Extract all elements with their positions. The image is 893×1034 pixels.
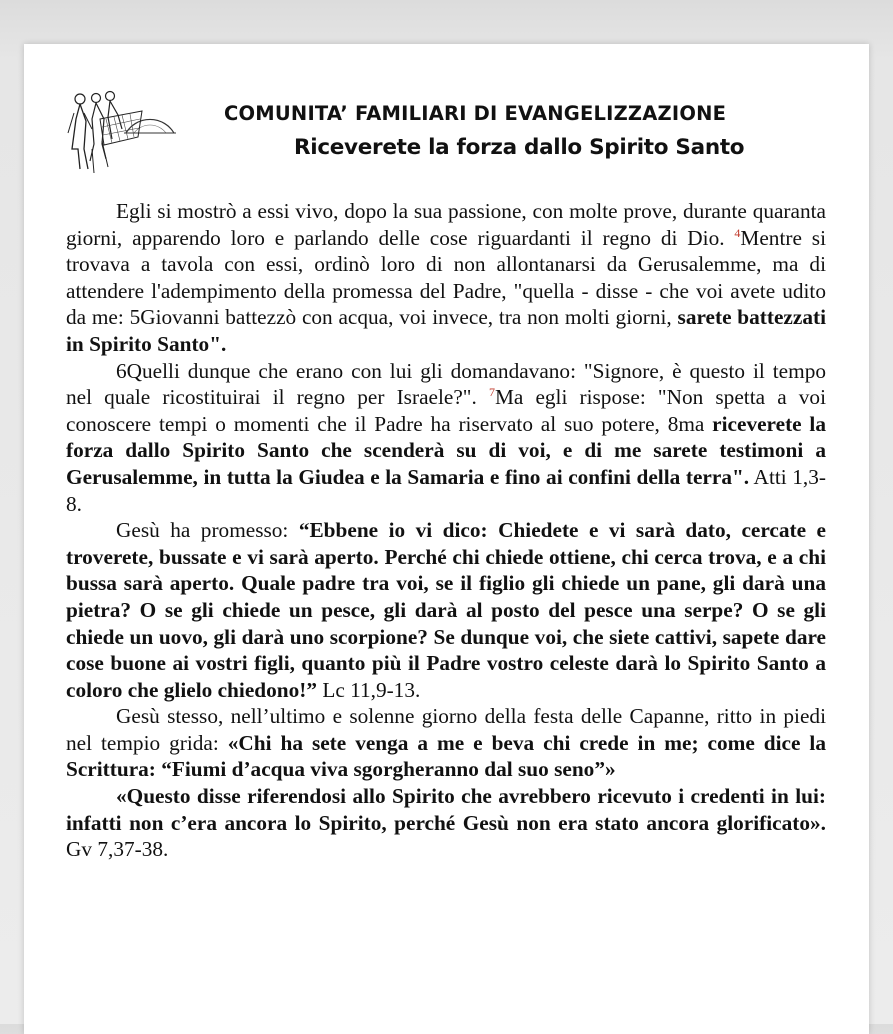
text-run: Egli si mostrò a essi vivo, dopo la sua passione, con molte prove, durante quaranta giorni, apparendo loro e parlando delle cose riguardanti il regno di Dio.	[66, 199, 826, 250]
paragraph	[66, 703, 826, 783]
text-run: Ma egli rispose: "Non spetta a voi conoscere tempi o momenti che il Padre ha riservato al suo potere, 8ma	[66, 385, 826, 436]
scripture-text	[66, 198, 826, 863]
text-run: Gesù ha promesso:	[116, 518, 299, 543]
text-run: Gv 7,37-38.	[66, 837, 169, 862]
verse-number: 7	[488, 385, 495, 400]
text-run: «Questo disse riferendosi allo Spirito che avrebbero ricevuto i credenti in lui: infatti non c’era ancora lo Spirito, perché Gesù non era stato ancora glorificato».	[66, 784, 826, 835]
disciples-fishing-net-icon	[64, 89, 176, 177]
page-title: Riceverete la forza dallo Spirito Santo	[294, 135, 745, 160]
text-run: «Chi ha sete venga a me e beva chi crede in me; come dice la Scrittura: “Fiumi d’acqua viva sgorgheranno dal suo seno”»	[66, 730, 826, 782]
verse-number: 4	[734, 225, 741, 240]
text-run: riceverete la forza dallo Spirito Santo che scenderà su di voi, e di me sarete testimoni a Gerusalemme, in tutta la Giudea e la Samaria e fino ai confini della terra".	[66, 411, 826, 489]
text-run: sarete battezzati in Spirito Santo".	[66, 305, 826, 356]
paragraph	[66, 198, 826, 358]
text-run: Gesù stesso, nell’ultimo e solenne giorno della festa delle Capanne, ritto in piedi nel tempio grida:	[66, 704, 826, 755]
text-run: Atti 1,3-8.	[66, 464, 826, 516]
text-run: Mentre si trovava a tavola con essi, ordinò loro di non allontanarsi da Gerusalemme, ma di attendere l'adempimento della promessa del Padre, "quella - disse - che voi avete udito da me: 5Giovanni battezzò con acqua, voi invece, tra non molti giorni,	[66, 225, 826, 330]
paragraph	[66, 358, 826, 518]
paragraph	[66, 517, 826, 703]
text-run: Lc 11,9-13.	[317, 677, 421, 702]
paragraph	[66, 783, 826, 863]
organization-name: COMUNITA’ FAMILIARI DI EVANGELIZZAZIONE	[224, 102, 727, 125]
document-page	[24, 44, 869, 1034]
text-run: 6Quelli dunque che erano con lui gli domandavano: "Signore, è questo il tempo nel quale ricostituirai il regno per Israele?".	[66, 358, 826, 410]
text-run: “Ebbene io vi dico: Chiedete e vi sarà dato, cercate e troverete, bussate e vi sarà aperto. Perché chi chiede ottiene, chi cerca trova, e a chi bussa sarà aperto. Quale padre tra voi, se il figlio gli chiede un pane, gli darà una pietra? O se gli chiede un pesce, gli darà al posto del pesce una serpe? O se gli chiede un uovo, gli darà uno scorpione? Se dunque voi, che siete cattivi, sapete dare cose buone ai vostri figli, quanto più il Padre vostro celeste darà lo Spirito Santo a coloro che glielo chiedono!”	[66, 518, 826, 702]
